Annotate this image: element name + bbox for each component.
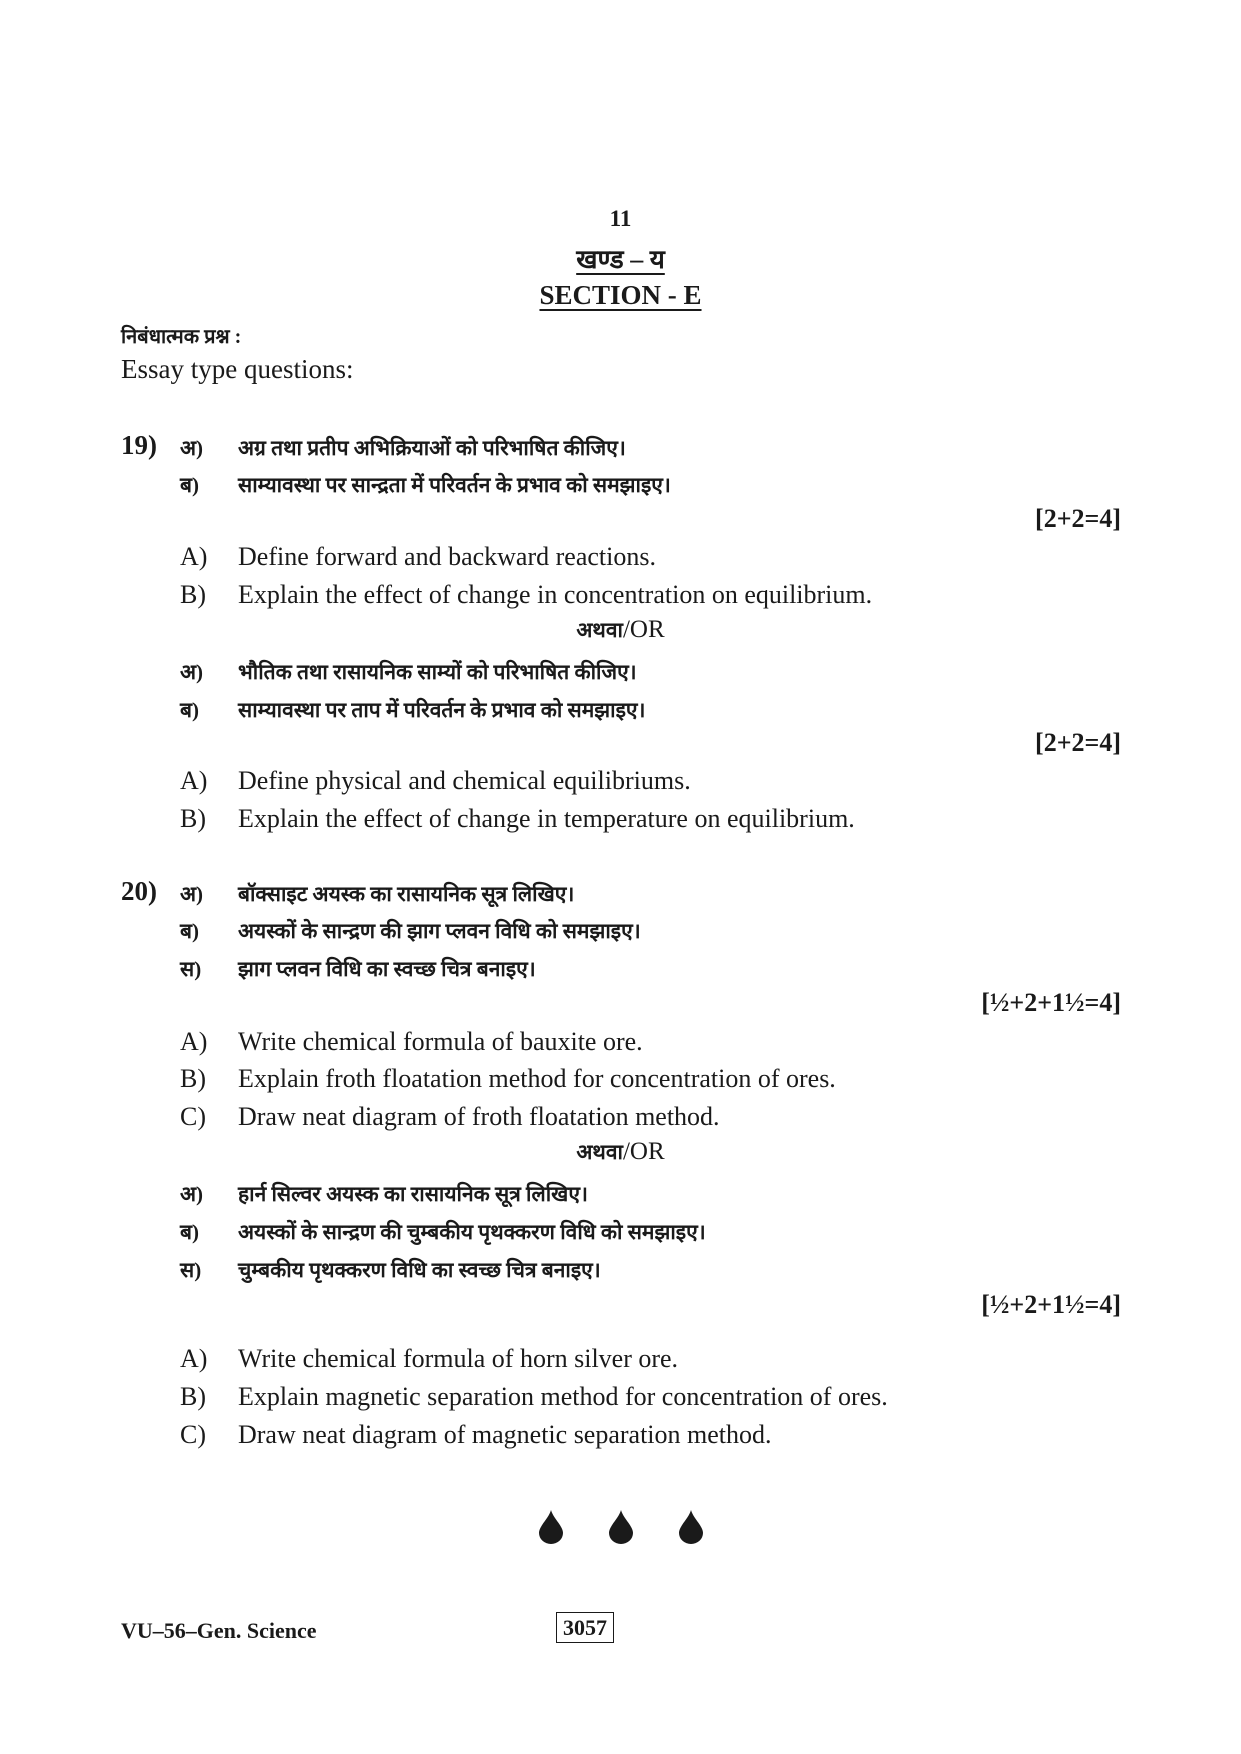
section-title-english: SECTION - E [539, 280, 702, 310]
q19-p1-en-marker-b: B) [180, 580, 206, 609]
q20-p1-en-marker-b: B) [180, 1064, 206, 1093]
q19-p1-hi-text-b: साम्यावस्था पर सान्द्रता में परिवर्तन के प्रभाव को समझाइए। [238, 473, 671, 497]
q20-p1-hi-text-b: अयस्कों के सान्द्रण की झाग प्लवन विधि को समझाइए। [238, 919, 641, 943]
q19-p1-en-text-b: Explain the effect of change in concentration on equilibrium. [238, 580, 873, 609]
q19-p2-en-text-a: Define physical and chemical equilibriums. [238, 766, 691, 795]
intro-english: Essay type questions: [121, 354, 354, 384]
q20-p2-hi-marker-b: ब) [180, 1220, 199, 1244]
q19-p2-hi-marker-b: ब) [180, 698, 199, 722]
q20-p2-hi-text-b: अयस्कों के सान्द्रण की चुम्बकीय पृथक्करण विधि को समझाइए। [238, 1220, 706, 1244]
q19-p1-en-text-a: Define forward and backward reactions. [238, 542, 656, 571]
q20-or-divider: अथवा/OR [576, 1138, 665, 1165]
q20-p2-hi-text-a: हार्न सिल्वर अयस्क का रासायनिक सूत्र लिखिए। [238, 1182, 588, 1206]
end-ornament [0, 1510, 1241, 1544]
q20-p1-en-text-c: Draw neat diagram of froth floatation method. [238, 1102, 720, 1131]
q20-p1-en-marker-c: C) [180, 1102, 206, 1131]
q20-p1-hi-text-a: बॉक्साइट अयस्क का रासायनिक सूत्र लिखिए। [238, 882, 575, 906]
q20-p2-en-marker-b: B) [180, 1382, 206, 1411]
q19-p2-en-text-b: Explain the effect of change in temperature on equilibrium. [238, 804, 855, 833]
q20-p2-en-text-b: Explain magnetic separation method for concentration of ores. [238, 1382, 888, 1411]
q19-p1-marks: [2+2=4] [1035, 504, 1121, 533]
section-title-hindi: खण्ड – य [576, 245, 665, 274]
page-code-box: 3057 [556, 1612, 614, 1643]
drop-icon [679, 1510, 703, 1544]
question-number-19: 19) [121, 430, 157, 460]
q20-p1-en-text-a: Write chemical formula of bauxite ore. [238, 1027, 643, 1056]
q20-p2-en-text-c: Draw neat diagram of magnetic separation method. [238, 1420, 772, 1449]
intro-hindi: निबंधात्मक प्रश्न : [121, 326, 242, 348]
q20-p2-en-text-a: Write chemical formula of horn silver ore. [238, 1344, 679, 1373]
q20-p1-hi-marker-a: अ) [180, 882, 204, 906]
q19-p1-en-marker-a: A) [180, 542, 208, 571]
q19-p1-hi-marker-a: अ) [180, 436, 204, 460]
q20-p2-hi-marker-c: स) [180, 1258, 202, 1282]
paper-code: VU–56–Gen. Science [121, 1618, 317, 1643]
q19-p1-hi-text-a: अग्र तथा प्रतीप अभिक्रियाओं को परिभाषित कीजिए। [238, 436, 626, 460]
q19-p2-hi-text-a: भौतिक तथा रासायनिक साम्यों को परिभाषित कीजिए। [238, 660, 637, 684]
q19-p2-en-marker-b: B) [180, 804, 206, 833]
q20-p2-hi-text-c: चुम्बकीय पृथक्करण विधि का स्वच्छ चित्र बनाइए। [238, 1258, 601, 1282]
q19-p2-marks: [2+2=4] [1035, 728, 1121, 757]
q20-p1-en-text-b: Explain froth floatation method for concentration of ores. [238, 1064, 836, 1093]
q20-p1-en-marker-a: A) [180, 1027, 208, 1056]
q19-or-divider: अथवा/OR [576, 616, 665, 643]
q20-p1-marks: [½+2+1½=4] [981, 988, 1121, 1017]
q19-p1-hi-marker-b: ब) [180, 473, 199, 497]
q19-p2-hi-text-b: साम्यावस्था पर ताप में परिवर्तन के प्रभाव को समझाइए। [238, 698, 646, 722]
q20-p2-hi-marker-a: अ) [180, 1182, 204, 1206]
page-number: 11 [609, 206, 632, 231]
q19-p2-hi-marker-a: अ) [180, 660, 204, 684]
q20-p2-marks: [½+2+1½=4] [981, 1290, 1121, 1319]
q20-p1-hi-marker-c: स) [180, 957, 202, 981]
q20-p2-en-marker-c: C) [180, 1420, 206, 1449]
q19-p2-en-marker-a: A) [180, 766, 208, 795]
q20-p2-en-marker-a: A) [180, 1344, 208, 1373]
drop-icon [609, 1510, 633, 1544]
drop-icon [539, 1510, 563, 1544]
q20-p1-hi-text-c: झाग प्लवन विधि का स्वच्छ चित्र बनाइए। [238, 957, 536, 981]
q20-p1-hi-marker-b: ब) [180, 919, 199, 943]
question-number-20: 20) [121, 876, 157, 906]
